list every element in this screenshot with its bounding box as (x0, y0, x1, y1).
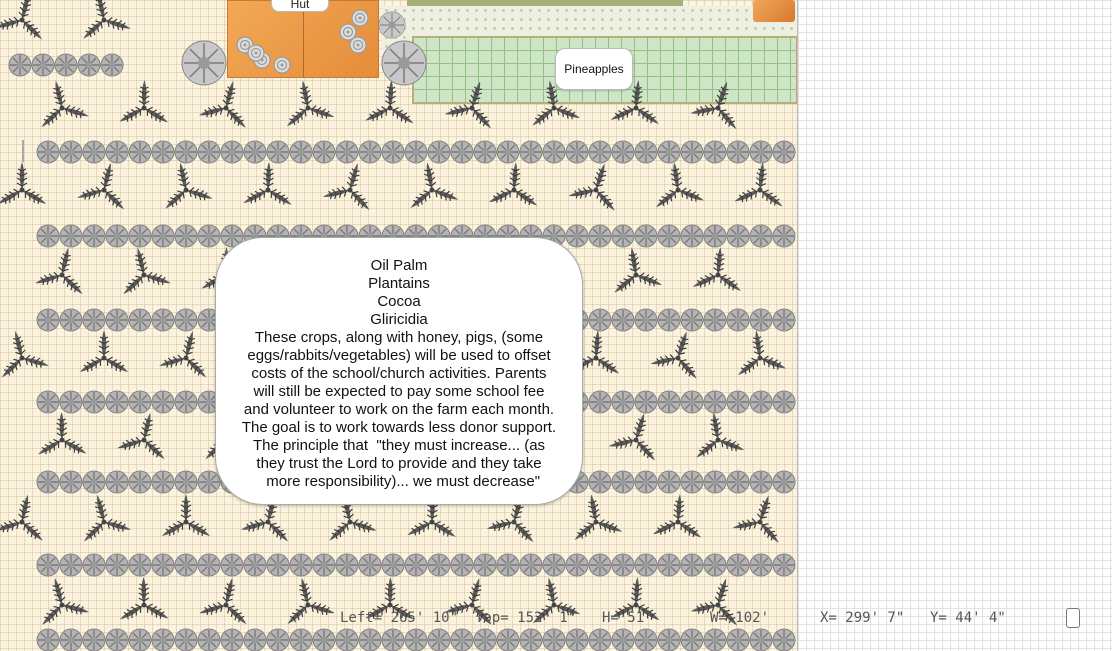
plantain-icon[interactable] (129, 309, 151, 331)
shrub-icon[interactable] (379, 12, 405, 38)
plantain-icon[interactable] (313, 629, 335, 651)
plantain-icon[interactable] (313, 141, 335, 163)
plantain-icon[interactable] (129, 391, 151, 413)
plantain-icon[interactable] (106, 225, 128, 247)
plantain-icon[interactable] (681, 391, 703, 413)
plantain-icon[interactable] (106, 471, 128, 493)
oil-palm-icon[interactable] (77, 330, 130, 376)
note-line: costs of the school/church activities. Parents (251, 365, 547, 382)
oil-palm-icon[interactable] (114, 407, 177, 464)
plantain-icon[interactable] (589, 141, 611, 163)
plantain-icon[interactable] (221, 554, 243, 576)
status-left: Left= 265' 10" (340, 610, 459, 626)
oil-palm-icon[interactable] (690, 245, 747, 296)
plantain-icon[interactable] (474, 629, 496, 651)
oil-palm-icon[interactable] (196, 572, 259, 629)
plantain-icon[interactable] (60, 141, 82, 163)
plantain-icon[interactable] (37, 141, 59, 163)
status-bar (340, 610, 1006, 630)
oil-palm-icon[interactable] (154, 157, 216, 213)
plantain-icon[interactable] (60, 554, 82, 576)
oil-palm-icon[interactable] (687, 408, 747, 462)
plantain-icon[interactable] (681, 309, 703, 331)
plantain-icon[interactable] (497, 629, 519, 651)
plantain-icon[interactable] (175, 141, 197, 163)
oil-palm-icon[interactable] (72, 0, 134, 43)
plantain-icon[interactable] (566, 141, 588, 163)
plantain-icon[interactable] (428, 141, 450, 163)
plantain-icon[interactable] (658, 309, 680, 331)
plantain-icon[interactable] (9, 54, 31, 76)
oil-palm-icon[interactable] (241, 161, 296, 209)
plantain-icon[interactable] (704, 554, 726, 576)
plantain-icon[interactable] (152, 391, 174, 413)
plantain-icon[interactable] (520, 554, 542, 576)
plantain-icon[interactable] (497, 554, 519, 576)
plantain-icon[interactable] (290, 554, 312, 576)
oil-palm-icon[interactable] (32, 242, 95, 299)
plantain-icon[interactable] (773, 141, 795, 163)
plantain-icon[interactable] (60, 471, 82, 493)
oil-palm-icon[interactable] (441, 73, 506, 133)
plantain-icon[interactable] (267, 554, 289, 576)
plantain-icon[interactable] (78, 54, 100, 76)
plantain-icon[interactable] (635, 391, 657, 413)
plantain-icon[interactable] (520, 629, 542, 651)
plantain-icon[interactable] (244, 629, 266, 651)
status-x: X= 299' 7" (820, 610, 905, 626)
plantain-icon[interactable] (83, 141, 105, 163)
plantain-icon[interactable] (681, 629, 703, 651)
plantain-icon[interactable] (83, 554, 105, 576)
oil-palm-icon[interactable] (401, 158, 462, 213)
pineapples-label[interactable]: Pineapples (555, 48, 633, 90)
plantain-icon[interactable] (175, 309, 197, 331)
plantain-icon[interactable] (773, 225, 795, 247)
plantain-icon[interactable] (658, 629, 680, 651)
oil-palm-icon[interactable] (565, 490, 626, 545)
status-y: Y= 44' 4" (930, 610, 1006, 626)
plantain-icon[interactable] (566, 554, 588, 576)
plantain-icon[interactable] (37, 629, 59, 651)
note-line: Oil Palm (370, 257, 428, 274)
plantain-icon[interactable] (681, 471, 703, 493)
oil-palm-icon[interactable] (159, 494, 212, 540)
oil-palm-icon[interactable] (650, 492, 707, 542)
plantain-icon[interactable] (773, 309, 795, 331)
plantain-icon[interactable] (382, 629, 404, 651)
oil-palm-icon[interactable] (71, 488, 134, 546)
plantain-icon[interactable] (543, 554, 565, 576)
oil-palm-icon[interactable] (35, 412, 89, 459)
oil-palm-icon[interactable] (74, 156, 137, 214)
plantain-icon[interactable] (336, 141, 358, 163)
oil-palm-icon[interactable] (729, 487, 794, 548)
oil-palm-icon[interactable] (565, 155, 630, 216)
plantain-icon[interactable] (727, 629, 749, 651)
plantain-icon[interactable] (129, 629, 151, 651)
note-line: The goal is to work towards less donor support. (241, 419, 557, 436)
note-line: Cocoa (377, 293, 421, 310)
plantain-icon[interactable] (405, 554, 427, 576)
plantain-icon[interactable] (60, 629, 82, 651)
scroll-thumb[interactable] (1066, 608, 1080, 628)
plantain-icon[interactable] (198, 141, 220, 163)
oil-palm-icon[interactable] (0, 162, 49, 208)
plantain-icon[interactable] (704, 629, 726, 651)
plantain-icon[interactable] (658, 225, 680, 247)
note-line: more responsibility)... we must decrease" (257, 473, 541, 490)
plantain-icon[interactable] (566, 629, 588, 651)
plantain-icon[interactable] (244, 141, 266, 163)
plantain-icon[interactable] (589, 629, 611, 651)
plantain-icon[interactable] (152, 629, 174, 651)
plantain-icon[interactable] (750, 554, 772, 576)
status-width: W= 102' (710, 610, 770, 626)
plantain-icon[interactable] (658, 391, 680, 413)
plantain-icon[interactable] (589, 471, 611, 493)
plantain-icon[interactable] (451, 141, 473, 163)
oil-palm-icon[interactable] (605, 405, 670, 465)
plantain-icon[interactable] (681, 225, 703, 247)
note-line: will still be expected to pay some school fee (253, 383, 545, 400)
oil-palm-icon[interactable] (319, 156, 383, 215)
plantain-icon[interactable] (635, 141, 657, 163)
oil-palm-icon[interactable] (117, 577, 171, 624)
plantain-icon[interactable] (290, 629, 312, 651)
plantain-icon[interactable] (773, 629, 795, 651)
plantain-icon[interactable] (267, 141, 289, 163)
plantain-icon[interactable] (589, 309, 611, 331)
plantain-icon[interactable] (635, 471, 657, 493)
plantain-icon[interactable] (727, 141, 749, 163)
note-line: and volunteer to work on the farm each month. (243, 401, 555, 418)
note-line: Gliricidia (370, 311, 428, 328)
plantain-icon[interactable] (635, 629, 657, 651)
plantain-icon[interactable] (198, 629, 220, 651)
plantain-icon[interactable] (129, 141, 151, 163)
plantain-icon[interactable] (612, 554, 634, 576)
plantain-icon[interactable] (106, 309, 128, 331)
oil-palm-icon[interactable] (605, 243, 665, 297)
plantain-icon[interactable] (175, 391, 197, 413)
oil-palm-icon[interactable] (730, 327, 789, 380)
plantain-icon[interactable] (750, 141, 772, 163)
plantain-icon[interactable] (428, 629, 450, 651)
plantain-icon[interactable] (451, 554, 473, 576)
plantain-icon[interactable] (152, 471, 174, 493)
plantain-icon[interactable] (612, 309, 634, 331)
plantain-icon[interactable] (359, 141, 381, 163)
plantain-icon[interactable] (497, 141, 519, 163)
plantain-icon[interactable] (83, 629, 105, 651)
plantain-icon[interactable] (244, 554, 266, 576)
plantain-icon[interactable] (60, 225, 82, 247)
empty-grid-area[interactable] (797, 0, 1112, 651)
plantain-icon[interactable] (405, 141, 427, 163)
plantain-icon[interactable] (543, 629, 565, 651)
plantain-icon[interactable] (336, 554, 358, 576)
oil-palm-icon[interactable] (0, 489, 54, 545)
plantain-icon[interactable] (382, 554, 404, 576)
plantain-icon[interactable] (727, 391, 749, 413)
plantain-icon[interactable] (589, 225, 611, 247)
plantain-icon[interactable] (221, 141, 243, 163)
plantain-icon[interactable] (129, 471, 151, 493)
plantain-icon[interactable] (727, 471, 749, 493)
plantain-icon[interactable] (750, 225, 772, 247)
plantain-icon[interactable] (589, 391, 611, 413)
oil-palm-icon[interactable] (486, 160, 543, 210)
plantain-icon[interactable] (773, 554, 795, 576)
plantain-icon[interactable] (750, 391, 772, 413)
plantain-icon[interactable] (290, 141, 312, 163)
note-line: eggs/rabbits/vegetables) will be used to offset (247, 347, 551, 364)
plantain-icon[interactable] (60, 391, 82, 413)
plantain-icon[interactable] (704, 225, 726, 247)
oil-palm-icon[interactable] (687, 73, 753, 134)
oil-palm-icon[interactable] (731, 159, 789, 211)
oil-palm-icon[interactable] (0, 0, 55, 44)
plantain-icon[interactable] (727, 554, 749, 576)
oil-palm-icon[interactable] (30, 75, 93, 132)
plantain-icon[interactable] (773, 391, 795, 413)
rose-icon[interactable] (248, 45, 264, 61)
plantain-icon[interactable] (175, 225, 197, 247)
note-line: These crops, along with honey, pigs, (some (254, 329, 544, 346)
shrub-icon[interactable] (182, 41, 226, 85)
plantain-icon[interactable] (32, 54, 54, 76)
plantain-icon[interactable] (37, 309, 59, 331)
plantain-icon[interactable] (658, 141, 680, 163)
plantain-icon[interactable] (37, 554, 59, 576)
plantain-icon[interactable] (612, 141, 634, 163)
plantain-icon[interactable] (612, 471, 634, 493)
ruler-tick (22, 140, 24, 162)
plantain-icon[interactable] (313, 554, 335, 576)
plantain-icon[interactable] (101, 54, 123, 76)
rose-icon[interactable] (274, 57, 290, 73)
plantain-icon[interactable] (474, 554, 496, 576)
plantain-icon[interactable] (175, 629, 197, 651)
plantain-icon[interactable] (750, 471, 772, 493)
plantain-icon[interactable] (451, 629, 473, 651)
plantain-icon[interactable] (704, 471, 726, 493)
note-line: they trust the Lord to provide and they take (256, 455, 542, 472)
plantain-icon[interactable] (221, 629, 243, 651)
plantain-icon[interactable] (750, 629, 772, 651)
oil-palm-icon[interactable] (117, 80, 171, 127)
plantain-icon[interactable] (681, 554, 703, 576)
plantain-icon[interactable] (658, 471, 680, 493)
plantain-icon[interactable] (727, 309, 749, 331)
plantain-icon[interactable] (152, 554, 174, 576)
plantain-icon[interactable] (543, 141, 565, 163)
plantain-icon[interactable] (520, 141, 542, 163)
crops-note-callout[interactable] (215, 237, 583, 505)
plantain-icon[interactable] (704, 309, 726, 331)
status-height: H= 51' (602, 610, 653, 626)
oil-palm-icon[interactable] (112, 242, 175, 299)
plantain-icon[interactable] (129, 554, 151, 576)
plantain-icon[interactable] (83, 225, 105, 247)
plantain-icon[interactable] (750, 309, 772, 331)
status-top: Top= 152' 1" (475, 610, 577, 626)
plantain-icon[interactable] (681, 141, 703, 163)
note-line: Plantains (368, 275, 430, 292)
plantain-icon[interactable] (60, 309, 82, 331)
plantain-icon[interactable] (198, 554, 220, 576)
oil-palm-icon[interactable] (156, 324, 219, 382)
plantain-icon[interactable] (612, 391, 634, 413)
oil-palm-icon[interactable] (362, 79, 418, 128)
plantain-icon[interactable] (129, 225, 151, 247)
plantain-icon[interactable] (658, 554, 680, 576)
plantain-icon[interactable] (37, 391, 59, 413)
plantain-icon[interactable] (635, 225, 657, 247)
plantain-icon[interactable] (635, 554, 657, 576)
plantain-icon[interactable] (612, 225, 634, 247)
plantain-icon[interactable] (106, 629, 128, 651)
plantain-icon[interactable] (589, 554, 611, 576)
plantain-icon[interactable] (773, 471, 795, 493)
plantain-icon[interactable] (152, 141, 174, 163)
oil-palm-icon[interactable] (276, 75, 337, 131)
plantain-icon[interactable] (152, 225, 174, 247)
plantain-icon[interactable] (267, 629, 289, 651)
plantain-icon[interactable] (83, 471, 105, 493)
plantain-icon[interactable] (704, 391, 726, 413)
oil-palm-icon[interactable] (647, 323, 712, 384)
oil-palm-icon[interactable] (0, 324, 52, 382)
hut-label[interactable]: Hut (271, 0, 329, 12)
plantain-icon[interactable] (405, 629, 427, 651)
plantain-icon[interactable] (359, 554, 381, 576)
plantain-icon[interactable] (106, 141, 128, 163)
plantain-icon[interactable] (175, 471, 197, 493)
plantain-icon[interactable] (635, 309, 657, 331)
plantain-icon[interactable] (106, 391, 128, 413)
oil-palm-icon[interactable] (648, 159, 707, 212)
plantain-icon[interactable] (382, 141, 404, 163)
plantain-icon[interactable] (37, 225, 59, 247)
plantain-icon[interactable] (704, 141, 726, 163)
oil-palm-icon[interactable] (29, 571, 93, 630)
plantain-icon[interactable] (106, 554, 128, 576)
plantain-icon[interactable] (428, 554, 450, 576)
oil-palm-icon[interactable] (276, 572, 339, 629)
rose-icon[interactable] (350, 37, 366, 53)
rose-icon[interactable] (340, 24, 356, 40)
plantain-icon[interactable] (175, 554, 197, 576)
shrub-icon[interactable] (382, 41, 426, 85)
plantain-icon[interactable] (612, 629, 634, 651)
plantain-icon[interactable] (474, 141, 496, 163)
plantain-icon[interactable] (198, 225, 220, 247)
rose-icon[interactable] (352, 10, 368, 26)
note-line: The principle that "they must increase... (as (252, 437, 546, 454)
plantain-icon[interactable] (152, 309, 174, 331)
plantain-icon[interactable] (83, 391, 105, 413)
plantain-icon[interactable] (83, 309, 105, 331)
plantain-icon[interactable] (566, 225, 588, 247)
plantain-icon[interactable] (55, 54, 77, 76)
plantain-icon[interactable] (727, 225, 749, 247)
plantain-icon[interactable] (37, 471, 59, 493)
